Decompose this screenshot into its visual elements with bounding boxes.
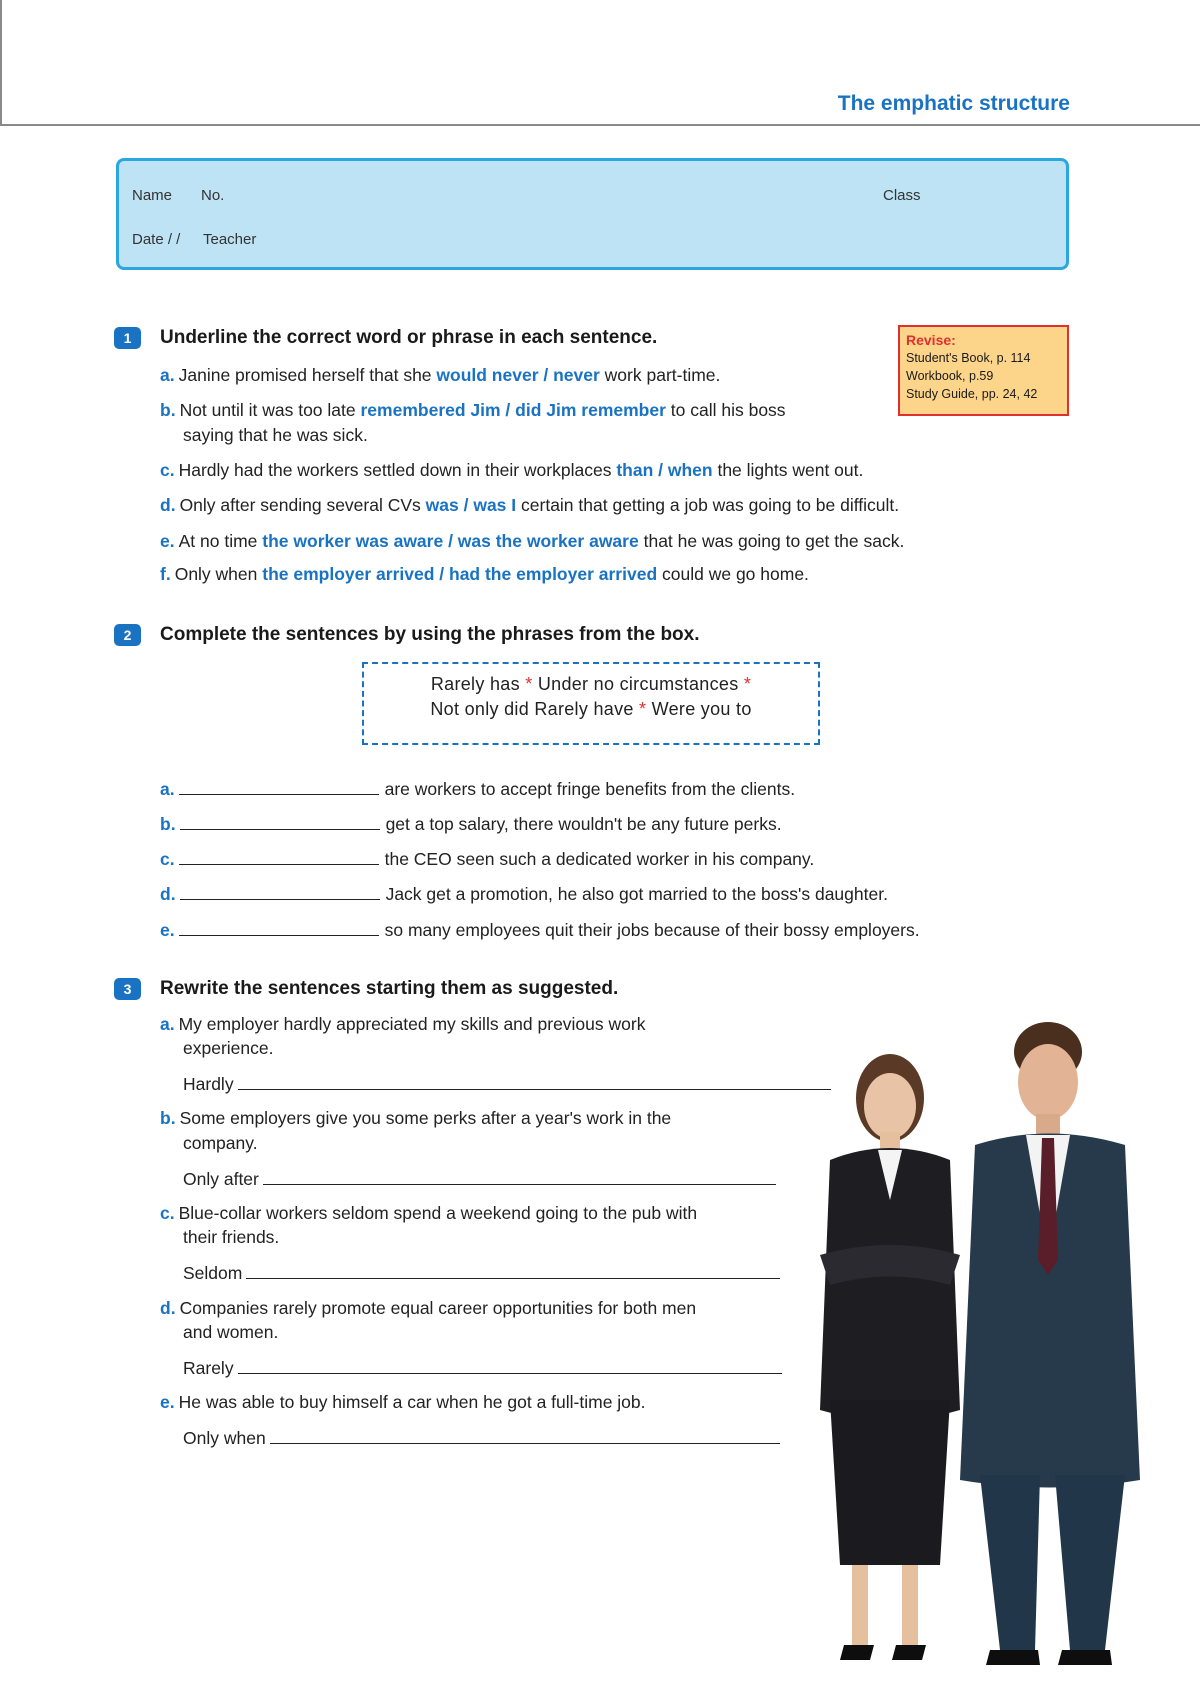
answer-blank[interactable] [179,917,379,936]
answer-line[interactable] [238,1355,782,1374]
phrase-box [362,662,820,745]
date-label: Date / / [132,231,181,248]
exercise-2-title: Complete the sentences by using the phrases from the box. [160,624,700,645]
choice-phrase[interactable]: would never / never [436,365,600,385]
ex3-item [160,1390,646,1415]
item-letter: b. [160,814,176,834]
item-text: Janine promised herself that she [178,365,432,385]
item-text: Not until it was too late [179,400,356,420]
ex1-item [160,363,720,388]
number-label: No. [201,187,225,204]
revise-line: Workbook, p.59 [906,369,994,383]
teacher-label: Teacher [203,231,257,248]
businessman-figure [960,1022,1140,1665]
start-word: Hardly [183,1074,234,1094]
item-letter: a. [160,1014,175,1034]
item-letter: b. [160,400,176,420]
item-text: Blue-collar workers seldom spend a weekend going to the pub with [178,1203,698,1223]
rewrite-line [183,1355,782,1381]
box-phrase: Rarely has [430,674,520,694]
item-text: experience. [183,1038,274,1058]
revise-line: Study Guide, pp. 24, 42 [906,387,1038,401]
start-word: Rarely [183,1358,234,1378]
businesswoman-figure [820,1054,960,1660]
start-word: Only when [183,1428,266,1448]
item-letter: a. [160,365,175,385]
item-text: the lights went out. [717,460,864,480]
choice-phrase[interactable]: remembered Jim / did Jim remember [360,400,666,420]
ex1-item [160,562,809,587]
header-rule [0,124,1200,126]
revise-title: Revise: [906,332,956,348]
ex1-item [160,458,863,483]
answer-blank[interactable] [179,776,379,795]
choice-phrase[interactable]: than / when [616,460,713,480]
item-letter: f. [160,564,171,584]
item-letter: d. [160,884,176,904]
page-title: The emphatic structure [837,92,1070,115]
ex3-item [160,1201,697,1226]
item-letter: d. [160,495,176,515]
ex2-item [160,811,782,837]
item-text: saying that he was sick. [183,425,368,445]
answer-blank[interactable] [179,846,379,865]
business-people-illustration [790,1010,1180,1675]
ex2-item [160,846,814,872]
answer-line[interactable] [246,1260,780,1279]
rewrite-line [183,1166,776,1192]
asterisk-icon: * [639,699,647,719]
answer-blank[interactable] [180,811,380,830]
item-letter: c. [160,460,175,480]
ex1-item [160,398,786,423]
item-letter: e. [160,1392,175,1412]
item-text: Only after sending several CVs [179,495,421,515]
box-phrase: Not only did [430,699,530,719]
ex2-item [160,917,920,943]
exercise-3-number: 3 [114,978,141,1000]
class-label: Class [883,187,921,204]
item-text: could we go home. [662,564,809,584]
exercise-2-number: 2 [114,624,141,646]
rewrite-line [183,1425,780,1451]
ex1-item [160,529,904,554]
item-text: certain that getting a job was going to be difficult. [521,495,900,515]
revise-line: Student's Book, p. 114 [906,351,1031,365]
item-text: and women. [183,1322,279,1342]
item-text: Companies rarely promote equal career opportunities for both men [179,1298,697,1318]
box-phrase: Under no circumstances [537,674,739,694]
item-text: that he was going to get the sack. [643,531,905,551]
asterisk-icon: * [525,674,533,694]
item-text: At no time [178,531,258,551]
ex1-item [160,493,899,518]
item-text: to call his boss [670,400,786,420]
choice-phrase[interactable]: the employer arrived / had the employer arrived [262,564,658,584]
item-text: the CEO seen such a dedicated worker in his company. [384,849,815,869]
item-text: Only when [174,564,258,584]
revise-box [898,325,1069,416]
item-text: My employer hardly appreciated my skills and previous work [178,1014,646,1034]
item-text: get a top salary, there wouldn't be any future perks. [385,814,782,834]
item-text: their friends. [183,1227,280,1247]
start-word: Seldom [183,1263,243,1283]
exercise-1-title: Underline the correct word or phrase in each sentence. [160,327,658,348]
answer-blank[interactable] [180,881,380,900]
name-label: Name [132,187,173,204]
answer-line[interactable] [263,1166,776,1185]
answer-line[interactable] [270,1425,780,1444]
choice-phrase[interactable]: the worker was aware / was the worker aware [262,531,639,551]
item-text: company. [183,1133,258,1153]
item-letter: e. [160,531,175,551]
ex2-item [160,881,888,907]
item-text: work part-time. [604,365,721,385]
item-text: Jack get a promotion, he also got married to the boss's daughter. [385,884,888,904]
item-letter: e. [160,920,175,940]
student-info-box [116,158,1069,270]
choice-phrase[interactable]: was / was I [425,495,517,515]
item-text: are workers to accept fringe benefits from the clients. [384,779,796,799]
rewrite-line [183,1260,780,1286]
ex3-item [160,1106,671,1131]
answer-line[interactable] [238,1071,831,1090]
item-text: He was able to buy himself a car when he got a full-time job. [178,1392,646,1412]
ex3-item [160,1296,696,1321]
item-letter: c. [160,1203,175,1223]
rewrite-line [183,1071,831,1097]
item-letter: c. [160,849,175,869]
item-letter: d. [160,1298,176,1318]
asterisk-icon: * [743,674,752,694]
ex2-item [160,776,795,802]
item-letter: a. [160,779,175,799]
box-phrase: Rarely have [534,699,634,719]
box-phrase: Were you to [651,699,752,719]
header-left-border [0,0,2,126]
exercise-3-title: Rewrite the sentences starting them as suggested. [160,978,619,999]
ex3-item [160,1012,645,1037]
exercise-1-number: 1 [114,327,141,349]
item-text: Hardly had the workers settled down in their workplaces [178,460,612,480]
start-word: Only after [183,1169,259,1189]
item-letter: b. [160,1108,176,1128]
item-text: Some employers give you some perks after a year's work in the [179,1108,672,1128]
item-text: so many employees quit their jobs because of their bossy employers. [384,920,920,940]
